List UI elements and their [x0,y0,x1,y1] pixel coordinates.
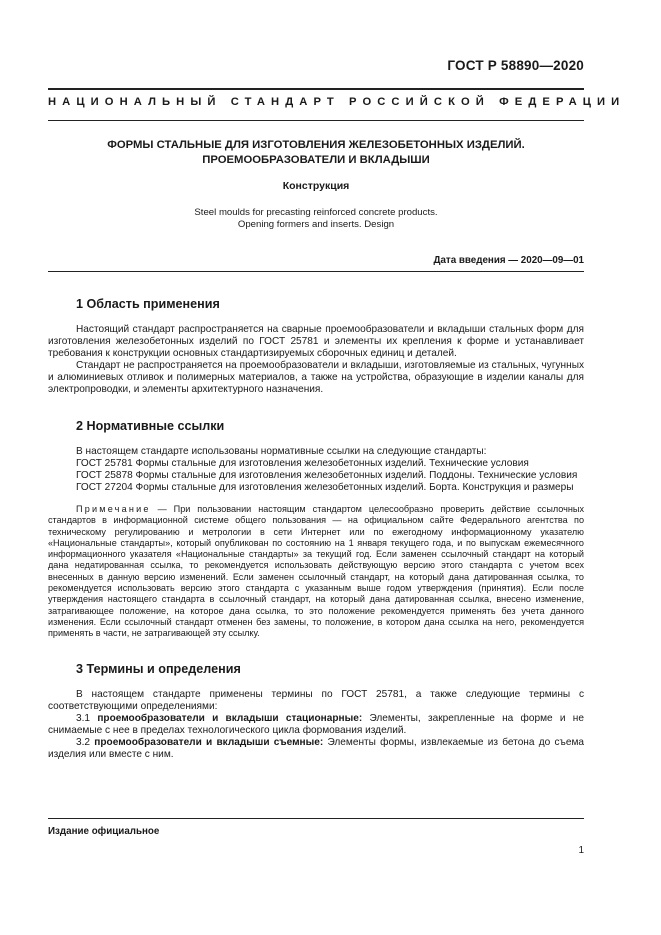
term-3-1-term: проемообразователи и вкладыши стационарные: [97,712,363,724]
references-note [48,504,584,640]
section-3-heading: 3 Термины и определения [76,661,241,676]
term-3-2-number: 3.2 [76,736,91,748]
top-rule [48,88,584,90]
english-title-line-2: Opening formers and inserts. Design [237,219,395,230]
term-3-2-term: проемообразователи и вкладыши съемные: [94,736,324,748]
section-1-paragraph-1: Настоящий стандарт распространяется на сварные проемообразователи и вкладыши стальных форм для изготовления железобетонных изделий по ГОСТ 25781 и элементы их крепления к форме и устанавливает требования к конструкции основных стандартизируемых сборочных единиц и деталей. [48,324,584,360]
footer-rule [48,818,584,819]
section-1-heading: 1 Область применения [76,297,220,311]
term-3-2-definition: Элементы формы, извлекаемые из бетона до съема изделия или вместе с ним. [48,736,584,760]
document-body [48,290,584,761]
section-2-heading: 2 Нормативные ссылки [76,418,225,433]
section-1-paragraph-2: Стандарт не распространяется на проемообразователи и вкладыши, изготовляемые из стальных, чугунных и алюминиевых отливок и полимерных материалов, а также на устройства, образующие в изделии каналы для электропроводки, и элементы архитектурного назначения. [48,360,584,396]
references-intro: В настоящем стандарте использованы нормативные ссылки на следующие стандарты: [76,445,487,457]
term-3-1-definition: Элементы, закрепленные на форме и не снимаемые с нее в пределах технологического цикла формования изделий. [48,712,584,736]
document-subtitle: Конструкция [282,180,350,192]
document-title [48,138,584,168]
reference-gost-27204: ГОСТ 27204 Формы стальные для изготовления железобетонных изделий. Борта. Конструкция и размеры [76,481,574,493]
english-title [48,207,584,231]
gost-number: ГОСТ Р 58890—2020 [447,58,584,73]
note-label: Примечание [76,503,151,514]
reference-gost-25878: ГОСТ 25878 Формы стальные для изготовления железобетонных изделий. Поддоны. Технические условия [76,469,578,481]
term-3-1 [48,713,584,737]
page-number: 1 [578,845,584,856]
title-line-2: ПРОЕМООБРАЗОВАТЕЛИ И ВКЛАДЫШИ [202,154,430,166]
national-standard-banner: НАЦИОНАЛЬНЫЙ СТАНДАРТ РОССИЙСКОЙ ФЕДЕРАЦИИ [48,96,626,108]
introduction-date: Дата введения — 2020—09—01 [433,255,584,266]
normative-references [48,446,584,494]
date-rule [48,271,584,272]
term-3-1-number: 3.1 [76,712,91,724]
banner-rule [48,120,584,121]
english-title-line-1: Steel moulds for precasting reinforced concrete products. [194,207,438,218]
terms-intro: В настоящем стандарте применены термины по ГОСТ 25781, а также следующие термины с соответствующими определениями: [48,688,584,712]
term-3-2 [48,737,584,761]
reference-gost-25781: ГОСТ 25781 Формы стальные для изготовления железобетонных изделий. Технические условия [76,457,529,469]
note-text: — При пользовании настоящим стандартом целесообразно проверить действие ссылочных стандартов в информационной системе общего пользования — на официальном сайте Федерального агентства по техническому регулированию и метрологии в сети Интернет или по ежегодному информационному указателю «Национальные стандарты», который опубликован по состоянию на 1 января текущего года, и по выпускам ежемесячного информационного указателя «Национальные стандарты» за текущий год. Если заменен ссылочный стандарт на который дана недатированная ссылка, то рекомендуется использовать действующую версию этого стандарта с учетом всех внесенных в данную версию изменений. Если заменен ссылочный стандарт, на который дана датированная ссылка, то рекомендуется использовать версию этого стандарта с указанным выше годом утверждения (принятия). Если после утверждения настоящего стандарта в ссылочный стандарт, на который дана датированная ссылка, внесено изменение, затрагивающее положение, на которое дана ссылка, то это положение рекомендуется применять без учета данного изменения. Если ссылочный стандарт отменен без замены, то положение, в котором дана ссылка на него, рекомендуется применять в части, не затрагивающей эту ссылку. [48,503,584,639]
official-edition-label: Издание официальное [48,826,160,837]
title-line-1: ФОРМЫ СТАЛЬНЫЕ ДЛЯ ИЗГОТОВЛЕНИЯ ЖЕЛЕЗОБЕТОННЫХ ИЗДЕЛИЙ. [107,139,525,151]
